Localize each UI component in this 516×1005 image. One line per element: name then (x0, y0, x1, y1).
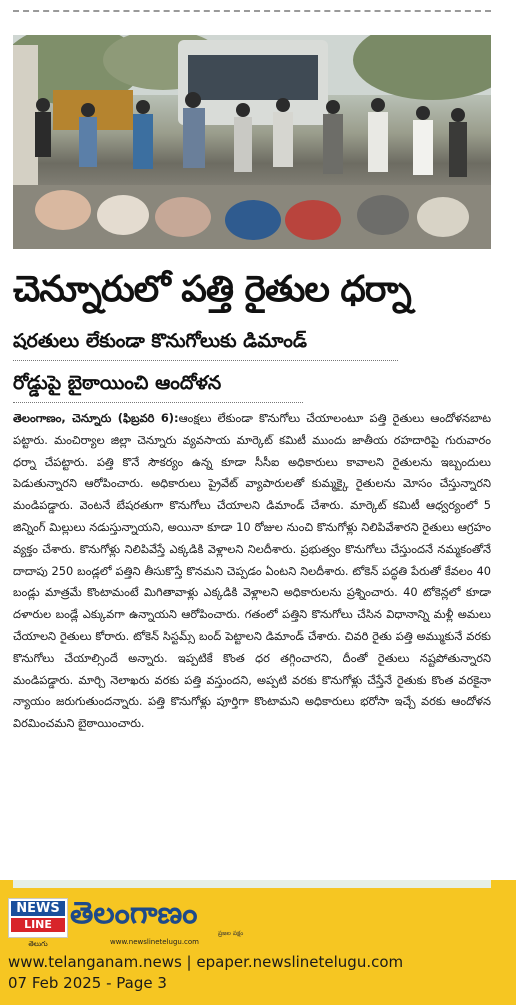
logo-news-text: NEWS (11, 901, 65, 916)
newsline-logo (8, 898, 68, 948)
logo-line-text: LINE (11, 918, 65, 932)
footer-strip (13, 880, 491, 888)
brand-tagline: ప్రజల పక్షం (218, 930, 244, 937)
top-divider (13, 10, 491, 12)
brand-wordmark: తెలంగాణం (70, 896, 198, 931)
footer-banner (0, 880, 516, 1005)
subheadline-1: షరతులు లేకుండా కొనుగోలుకు డిమాండ్ (13, 326, 398, 361)
brand-site-small: www.newslinetelugu.com (110, 938, 199, 946)
body-paragraph: ఆంక్షలు లేకుండా కొనుగోలు చేయాలంటూ పత్తి రైతులు ఆందోళనబాట పట్టారు. మంచిర్యాల జిల్లా చెన్నూరు వ్యవసాయ మార్కెట్ కమిటీ ముందు జాతీయ రహదారిపై గురువారం ధర్నా చేపట్టారు. పత్తి కొనే సౌకర్యం ఉన్న కూడా సీసీఐ అధికారులు కావాలని రైతులను ఇబ్బందులు పెడుతున్నారని ఆరోపించారు. అధికారులు ప్రైవేట్ వ్యాపారులతో కుమ్మక్కై రైతులను మోసం చేస్తున్నారని మండిపడ్డారు. వెంటనే బేషరతుగా కొనుగోలు చేయాలని డిమాండ్ చేశారు. మార్కెట్ కమిటీ ఆధ్వర్యంలో 5 జిన్నింగ్ మిల్లులు నడుస్తున్నాయని, అయినా కూడా 10 రోజుల నుంచి కొనుగోళ్లు నిలిపివేశారని రైతులు ఆగ్రహం వ్యక్తం చేశారు. కొనుగోళ్లు నిలిపివేస్తే ఎక్కడికి వెళ్లాలని నిలదీశారు. ప్రభుత్వం కొనుగోలు చేస్తుందనే నమ్మకంతోనే దాదాపు 250 బండ్లలో పత్తిని తీసుకొస్తే కొనమని చెప్పడం ఏంటని నిలదీశారు. టోకెన్ పద్ధతి పేరుతో కేవలం 40 బండ్లు మాత్రమే కొంటామంటే మిగితావాళ్లు ఎక్కడికి వెళ్లాలని అధికారులను ప్రశ్నించారు. 40 టోకెన్లలో కూడా దళారుల బండ్లే ఎక్కువగా ఉన్నాయని ఆరోపించారు. గతంలో పత్తిని కొనుగోలు చేసిన విధానాన్ని మళ్లీ అమలు చేయాలని రైతులు కోరారు. టోకెన్ సిస్టమ్స్ బంద్ పెట్టాలని డిమాండ్ చేశారు. చివరి రైతు పత్తి అమ్ముకునే వరకు కొనుగోలు చేయాల్సిందే అన్నారు. ఇప్పటికే కొంత ధర తగ్గించారని, దీంతో రైతులు నష్టపోతున్నారని మండిపడ్డారు. మార్చి నెలాఖరు వరకు పత్తి వస్తుందని, అప్పటి వరకు కొనుగోళ్లు చేస్తేనే రైతుకు కొంత వరకైనా న్యాయం జరుగుతుందన్నారు. పత్తి కొనుగోళ్లు పూర్తిగా కొంటామని అధికారులు భరోసా ఇచ్చే వరకు ఆందోళన విరమించమని బైఠాయించారు. (13, 411, 491, 731)
article-photo (13, 35, 491, 249)
article-body (13, 408, 491, 858)
footer-urls: www.telanganam.news | epaper.newslinetelugu.com (8, 953, 404, 971)
dateline: తెలంగాణం, చెన్నూరు (ఫిబ్రవరి 6): (13, 411, 179, 425)
logo-small-text: తెలుగు (28, 940, 48, 948)
subheadline-2: రోడ్డుపై బైఠాయించి ఆందోళన (13, 368, 303, 403)
footer-date-page: 07 Feb 2025 - Page 3 (8, 974, 167, 992)
headline: చెన్నూరులో పత్తి రైతుల ధర్నా (13, 269, 411, 310)
